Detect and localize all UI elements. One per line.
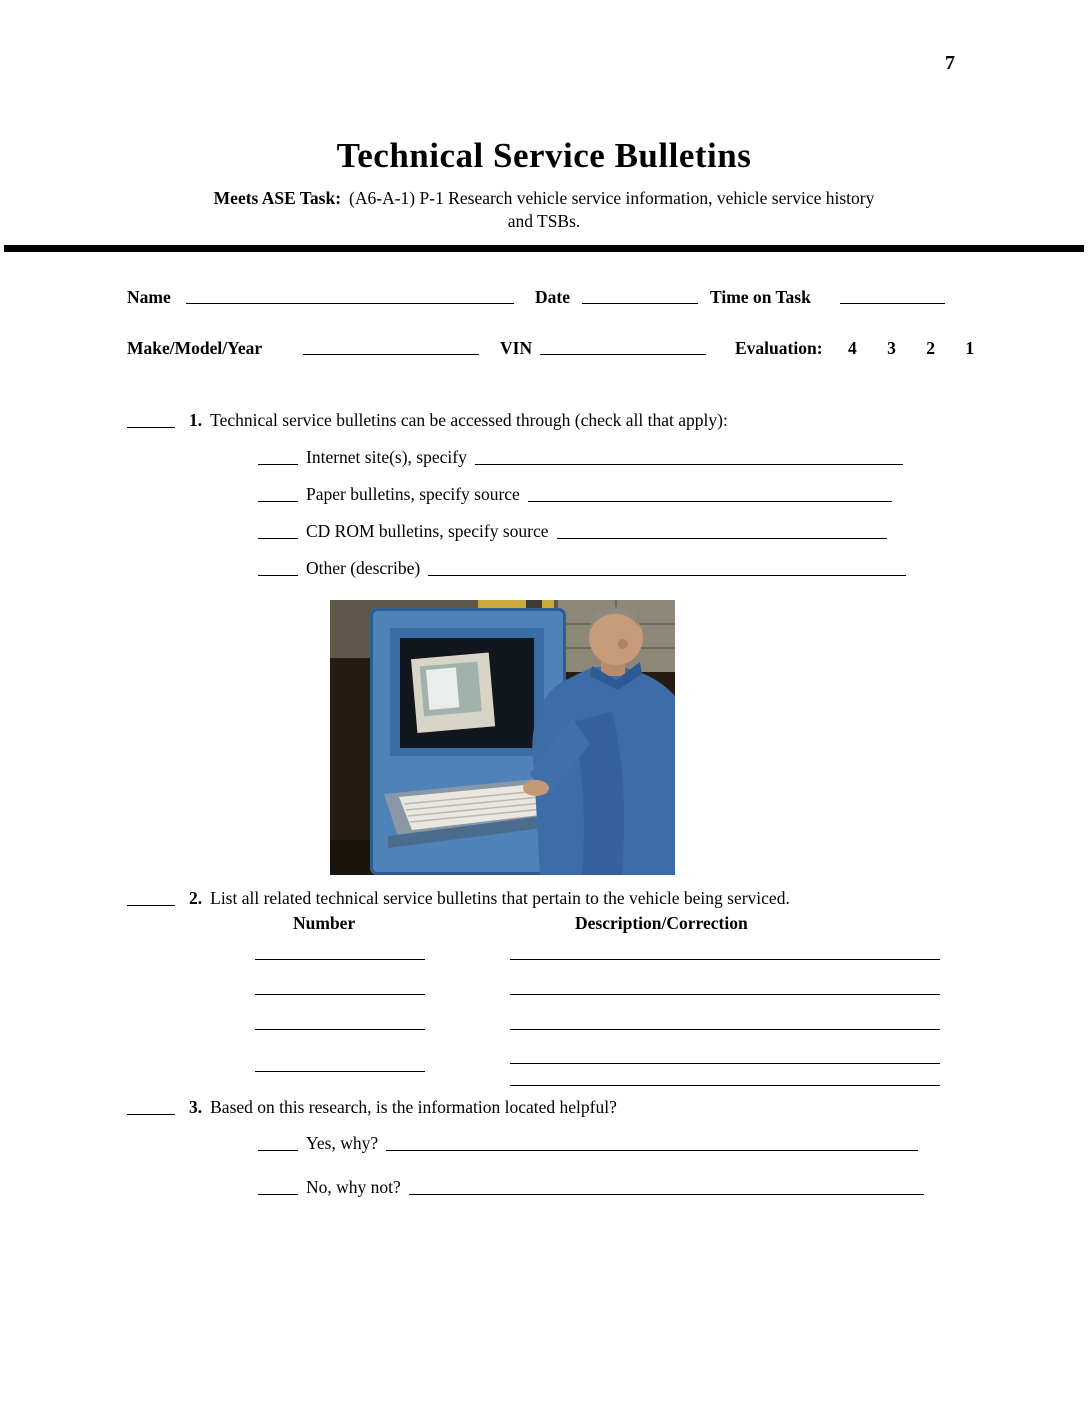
q1-text: Technical service bulletins can be accessed through (check all that apply): (210, 410, 728, 430)
q3-number: 3. (189, 1097, 203, 1117)
q3-score-blank-line (127, 1099, 175, 1115)
q2-number: 2. (189, 888, 203, 908)
q1-option-internet (258, 446, 903, 468)
q3-option-yes-blank-line (386, 1135, 918, 1151)
q1-option-cdrom-label: CD ROM bulletins, specify source (306, 521, 549, 541)
evaluation-label: Evaluation: (735, 338, 823, 358)
vin-blank-line (540, 339, 706, 355)
q1-score-blank-line (127, 412, 175, 428)
evaluation-value-4: 4 (848, 338, 857, 358)
q1-option-paper (258, 483, 892, 505)
q3-option-yes (258, 1132, 918, 1154)
q1-option-other (258, 557, 906, 579)
q1-option-cdrom-checkbox-line (258, 523, 298, 539)
page-title: Technical Service Bulletins (336, 136, 752, 175)
q3-option-no-checkbox-line (258, 1179, 298, 1195)
time-on-task-label: Time on Task (710, 287, 811, 307)
ase-task-line2: and TSBs. (507, 211, 581, 231)
header-row-1 (0, 286, 1088, 310)
q3-option-no-label: No, why not? (306, 1177, 401, 1197)
ase-task-text: (A6-A-1) P-1 Research vehicle service information, vehicle service history (349, 188, 875, 208)
q2-text: List all related technical service bulletins that pertain to the vehicle being serviced. (210, 888, 790, 908)
q2-number-blank-line-1 (255, 944, 425, 960)
page-number: 7 (945, 52, 955, 74)
q3-option-yes-checkbox-line (258, 1135, 298, 1151)
worksheet-photo (330, 600, 675, 875)
q1-option-paper-blank-line (528, 486, 892, 502)
q1-option-internet-checkbox-line (258, 449, 298, 465)
evaluation-scale (822, 337, 974, 359)
q1-option-cdrom (258, 520, 887, 542)
evaluation-value-2: 2 (926, 338, 935, 358)
q3-option-no (258, 1176, 924, 1198)
question-1 (127, 409, 728, 431)
make-model-year-label: Make/Model/Year (127, 338, 263, 358)
q1-option-internet-label: Internet site(s), specify (306, 447, 467, 467)
q1-number: 1. (189, 410, 203, 430)
q2-number-blank-line-4 (255, 1056, 425, 1072)
q2-description-blank-line-1 (510, 944, 940, 960)
q1-option-paper-label: Paper bulletins, specify source (306, 484, 520, 504)
q1-option-other-blank-line (428, 560, 906, 576)
q1-option-internet-blank-line (475, 449, 903, 465)
q3-option-no-blank-line (409, 1179, 924, 1195)
ase-task-label: Meets ASE Task: (213, 188, 342, 208)
q1-option-paper-checkbox-line (258, 486, 298, 502)
q2-description-blank-line-4 (510, 1048, 940, 1064)
make-model-year-blank-line (303, 339, 479, 355)
q2-column-header-number: Number (293, 913, 356, 933)
divider-rule (4, 245, 1084, 252)
evaluation-value-3: 3 (887, 338, 896, 358)
ase-task-line1 (0, 188, 1088, 209)
q2-description-blank-line-5 (510, 1070, 940, 1086)
q2-column-header-description: Description/Correction (575, 913, 748, 933)
q1-option-other-label: Other (describe) (306, 558, 421, 578)
q3-option-yes-label: Yes, why? (306, 1133, 379, 1153)
evaluation-value-1: 1 (965, 338, 975, 358)
q1-option-other-checkbox-line (258, 560, 298, 576)
header-row-2 (0, 337, 1088, 361)
name-blank-line (186, 288, 514, 304)
worksheet-photo-illustration (330, 600, 675, 875)
q1-option-cdrom-blank-line (557, 523, 887, 539)
question-2 (127, 887, 790, 909)
date-blank-line (582, 288, 698, 304)
time-on-task-blank-line (840, 288, 945, 304)
date-label: Date (535, 287, 570, 307)
vin-label: VIN (500, 338, 533, 358)
name-label: Name (127, 287, 171, 307)
q2-number-blank-line-3 (255, 1014, 425, 1030)
q2-description-blank-line-3 (510, 1014, 940, 1030)
q2-description-blank-line-2 (510, 979, 940, 995)
question-3 (127, 1096, 617, 1118)
q2-number-blank-line-2 (255, 979, 425, 995)
q2-score-blank-line (127, 890, 175, 906)
q3-text: Based on this research, is the information located helpful? (210, 1097, 617, 1117)
